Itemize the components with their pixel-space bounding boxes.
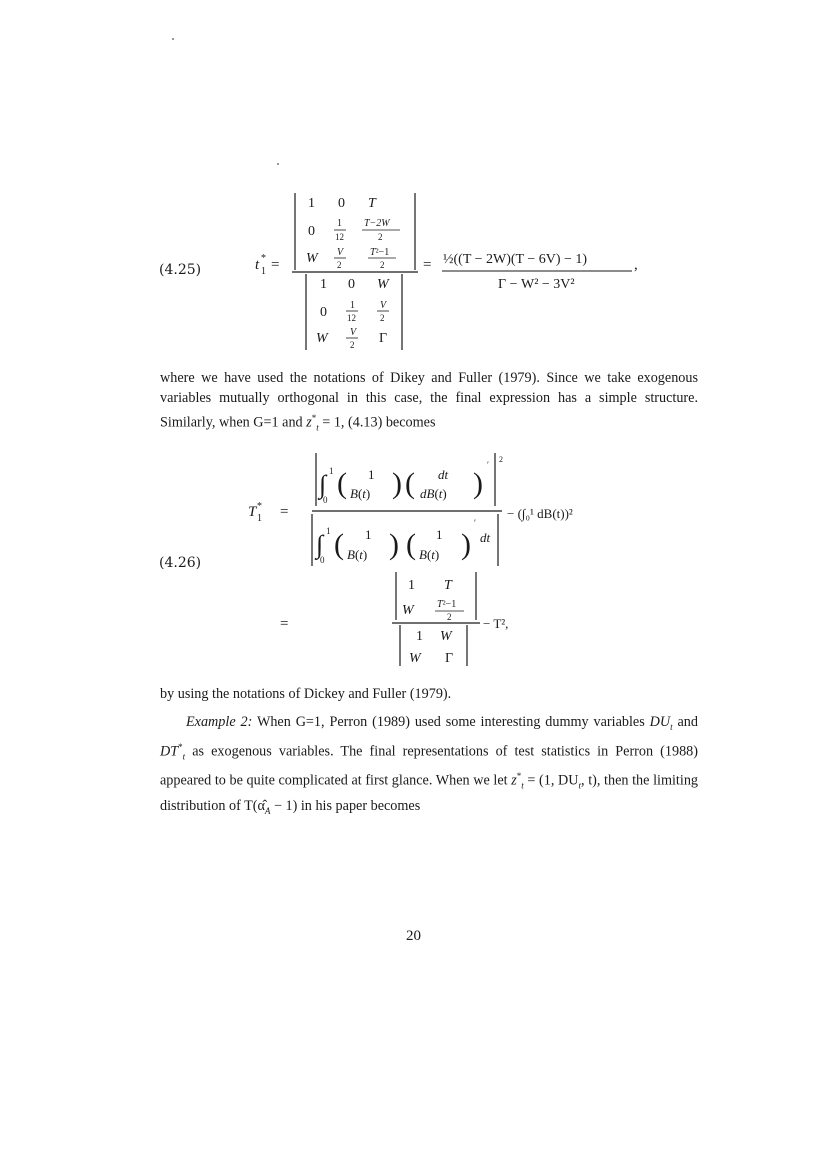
num-det-cell: 2 (337, 260, 342, 270)
vec-entry: 1 (365, 527, 372, 542)
num-det-cell: 0 (308, 224, 315, 239)
num-det-cell: 2 (380, 260, 385, 270)
eq425-rhs-numerator: ½((T − 2W)(T − 6V) − 1) (443, 252, 588, 267)
den-det2-cell: 1 (416, 629, 423, 644)
paragraph-3-text: − 1) in his paper becomes (270, 797, 421, 814)
du-symbol: DU (649, 714, 671, 730)
num-det2-cell: 2 (447, 612, 452, 622)
eq425-equals: = (271, 257, 280, 273)
eq426-tail: − T², (483, 616, 509, 631)
page-number: 20 (406, 928, 421, 944)
paren-left: ( (334, 528, 344, 561)
num-det-cell: 0 (338, 196, 345, 211)
num-det2-cell: 1 (408, 578, 415, 593)
paragraph-3-text: , t), then the limiting distribution of T(α̂ (160, 773, 699, 814)
eq425-equals-2: = (423, 257, 432, 273)
scan-speck (172, 38, 174, 40)
den-det-cell: 2 (350, 340, 355, 350)
integral-sign: ∫ (316, 530, 324, 559)
example-label: Example 2: (186, 714, 253, 730)
paragraph-1-tail: = 1, (4.13) becomes (318, 414, 436, 431)
eq426-minus-term: − (∫₀¹ dB(t))² (507, 506, 573, 521)
den-det2-cell: W (440, 629, 452, 644)
z-star-symbol: z (306, 414, 312, 431)
paren-left: ( (337, 467, 347, 500)
dt-symbol: DT (160, 743, 179, 760)
paragraph-1-text: where we have used the notations of Dikey and Fuller (1979). Since we take exogenous variables mutually orthogonal in this case, the final expression has a simple structure. Similarly, when G=1 and (160, 370, 698, 431)
eq425-lhs: t (255, 257, 260, 273)
transpose-mark: ′ (474, 518, 476, 528)
vec-entry: 1 (368, 467, 375, 482)
integral-upper: 1 (326, 526, 331, 536)
num-det-cell: W (306, 251, 318, 266)
eq425-rhs-denominator: Γ − W² − 3V² (498, 277, 575, 292)
paren-right: ) (392, 467, 402, 500)
dt-term: dt (480, 530, 491, 545)
num-det-cell: T²−1 (370, 247, 390, 258)
eq426-lhs: T (248, 504, 257, 520)
paren-right: ) (473, 467, 483, 500)
den-det-cell: 1 (350, 300, 355, 311)
eq426-lhs-sup: * (257, 501, 262, 512)
integral-sign: ∫ (319, 470, 327, 499)
paragraph-3-text: as exogenous variables. The final representations of test statistics in Perron (1988) appeared to be quite complicated at first glance. When we let (160, 743, 698, 790)
z-star-symbol: z (511, 773, 517, 790)
num-det-cell: V (337, 247, 344, 258)
den-det-cell: W (377, 277, 389, 292)
eq425-comma: , (634, 257, 638, 273)
den-det-cell: Γ (379, 331, 388, 346)
den-det-cell: 1 (320, 277, 327, 292)
equation-number-4-26: (4.26) (159, 555, 202, 571)
den-det-cell: W (316, 331, 328, 346)
den-det-cell: V (350, 327, 357, 338)
num-det2-cell: T (444, 578, 452, 593)
num-det-cell: 2 (378, 232, 383, 242)
paragraph-3-and: and (672, 714, 698, 730)
vec-entry: 1 (436, 527, 443, 542)
vec-entry: B(t) (347, 547, 368, 562)
power-mark: 2 (499, 455, 503, 464)
equation-number-4-25: (4.25) (159, 262, 202, 278)
integral-lower: 0 (320, 555, 325, 565)
eq426-equals-1: = (280, 504, 289, 520)
paren-right: ) (461, 528, 471, 561)
num-det2-cell: W (402, 603, 414, 618)
paren-left: ( (406, 528, 416, 561)
vec-entry: dt (438, 467, 449, 482)
paren-left: ( (405, 467, 415, 500)
paragraph-3-text: = (1, DU (523, 773, 579, 790)
vec-entry: dB(t) (420, 486, 447, 501)
num-det-cell: T (368, 196, 376, 211)
den-det-cell: 12 (347, 313, 356, 323)
num-det-cell: 1 (308, 196, 315, 211)
den-det-cell: V (380, 300, 387, 311)
num-det-cell: 12 (335, 232, 344, 242)
num-det-cell: T−2W (364, 218, 390, 229)
den-det-cell: 0 (320, 305, 327, 320)
scan-speck (277, 163, 279, 165)
vec-entry: B(t) (350, 486, 371, 501)
vec-entry: B(t) (419, 547, 440, 562)
paragraph-3-text: When G=1, Perron (1989) used some interesting dummy variables (252, 714, 650, 730)
equation-4-26 (240, 448, 620, 670)
den-det2-cell: W (409, 651, 421, 666)
integral-upper: 1 (329, 466, 334, 476)
den-det2-cell: Γ (445, 651, 454, 666)
eq426-equals-2: = (280, 616, 289, 632)
eq425-lhs-sub: 1 (261, 266, 266, 277)
den-det-cell: 2 (380, 313, 385, 323)
paragraph-1: where we have used the notations of Dikey and Fuller (1979). Since we take exogenous variables mutually orthogonal in this case, the final expression has a simple structure. Similarly, when G=1 and $z^*_t = 1$, (4.13) becomes (160, 370, 698, 433)
num-det-cell: 1 (337, 218, 342, 229)
paragraph-3: Example 2: When G=1, Perron (1989) used some interesting dummy variables $DU_t$ and $DT^*_t$ as exogenous variables. The final representations of test statistics in Perron (1988) appeared to be quite complicated at first glance. When we let $z^*_t = (1$, $DU_t$, t), then the limiting distribution of $T(\alphâ_A - 1)$ in his paper becomes (160, 714, 699, 816)
den-det-cell: 0 (348, 277, 355, 292)
num-det2-cell: T²−1 (437, 599, 457, 610)
equation-4-25 (240, 185, 660, 355)
paragraph-2: by using the notations of Dickey and Fuller (1979). (160, 686, 452, 702)
integral-lower: 0 (323, 495, 328, 505)
transpose-mark: ′ (487, 460, 489, 470)
eq425-lhs-sup: * (261, 253, 266, 264)
paren-right: ) (389, 528, 399, 561)
eq426-lhs-sub: 1 (257, 513, 262, 524)
